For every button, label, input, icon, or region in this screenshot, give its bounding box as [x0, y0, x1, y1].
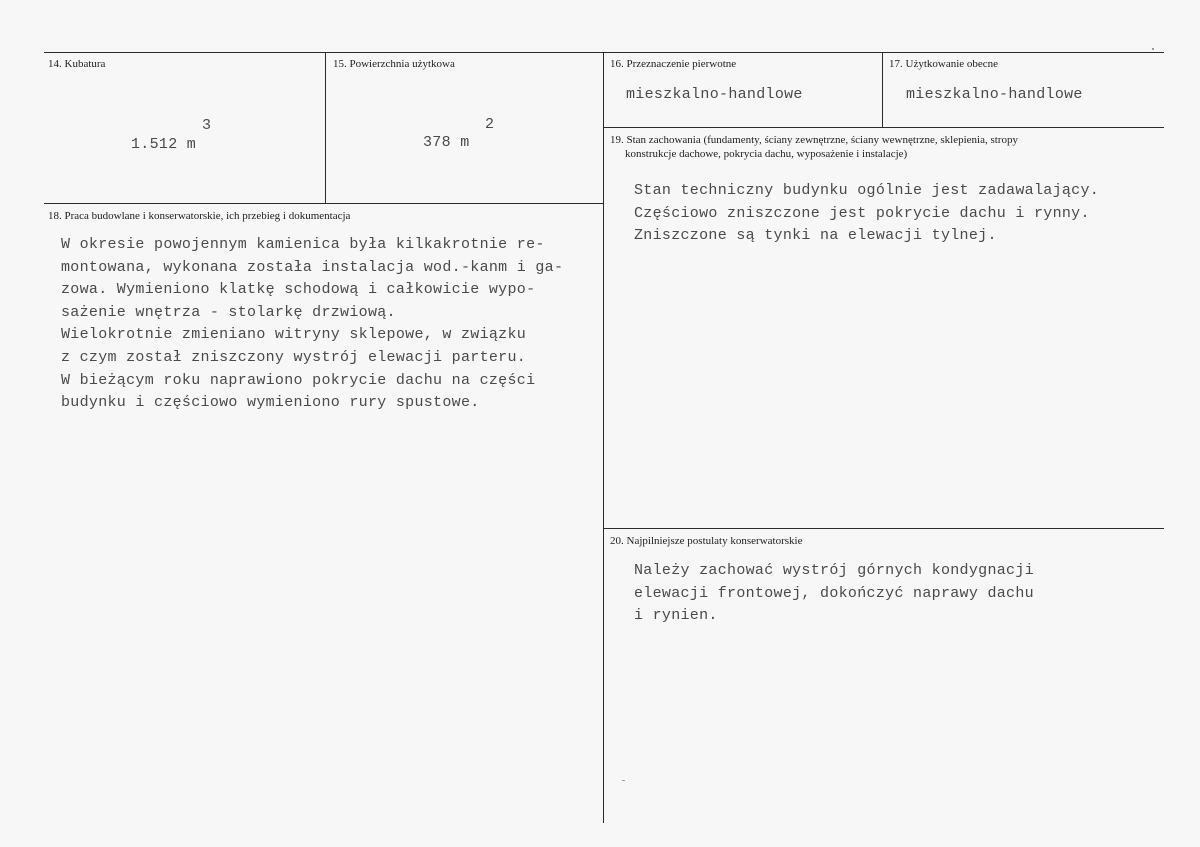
prace-line: W okresie powojennym kamienica była kilkakrotnie re-	[61, 236, 545, 253]
header-divider-right	[603, 127, 1164, 128]
field-label-stan-line-1: 19. Stan zachowania (fundamenty, ściany zewnętrzne, ściany wewnętrzne, sklepienia, stropy	[610, 134, 1018, 146]
powierzchnia-exponent: 2	[485, 116, 495, 133]
field-label-uzytkowanie: 17. Użytkowanie obecne	[889, 58, 999, 70]
paper-speck	[1152, 48, 1154, 50]
field-label-postulaty: 20. Najpilniejsze postulaty konserwatorskie	[610, 535, 803, 547]
field-value-kubatura: 1.512 m	[131, 136, 197, 153]
field-value-powierzchnia: 378 m	[423, 134, 470, 151]
prace-line: zowa. Wymieniono klatkę schodową i całkowicie wypo-	[61, 281, 536, 299]
field-value-prace	[61, 234, 563, 415]
field-value-przeznaczenie: mieszkalno-handlowe	[626, 86, 803, 103]
prace-line: montowana, wykonana została instalacja wod.-kanm i ga-	[61, 258, 564, 276]
stan-line: Częściowo zniszczone jest pokrycie dachu i rynny.	[634, 204, 1090, 222]
stan-line: Zniszczone są tynki na elewacji tylnej.	[634, 227, 997, 245]
field-value-postulaty	[634, 560, 1034, 628]
field-label-kubatura: 14. Kubatura	[48, 58, 106, 70]
stan-line: Stan techniczny budynku ogólnie jest zadawalający.	[634, 182, 1100, 199]
section-18-top-border	[44, 203, 603, 204]
prace-line: Wielokrotnie zmieniano witryny sklepowe, w związku	[61, 326, 527, 344]
field-label-stan-line-2: konstrukcje dachowe, pokrycia dachu, wyposażenie i instalacje)	[625, 148, 908, 160]
field-label-powierzchnia: 15. Powierzchnia użytkowa	[333, 58, 455, 70]
prace-line: budynku i częściowo wymieniono rury spustowe.	[61, 394, 480, 412]
kubatura-exponent: 3	[202, 117, 212, 134]
postulaty-line: Należy zachować wystrój górnych kondygnacji	[634, 562, 1034, 579]
field-value-stan	[634, 180, 1099, 248]
field-label-przeznaczenie: 16. Przeznaczenie pierwotne	[610, 58, 737, 70]
postulaty-line: elewacji frontowej, dokończyć naprawy dachu	[634, 584, 1034, 602]
divider-main	[603, 52, 604, 823]
top-border	[44, 52, 1164, 53]
postulaty-line: i rynien.	[634, 607, 718, 625]
section-20-top-border	[603, 528, 1164, 529]
prace-line: z czym został zniszczony wystrój elewacji parteru.	[61, 348, 527, 366]
field-label-prace: 18. Praca budowlane i konserwatorskie, ich przebieg i dokumentacja	[48, 210, 351, 222]
divider-16-17	[882, 52, 883, 127]
field-value-uzytkowanie: mieszkalno-handlowe	[906, 86, 1083, 103]
divider-14-15	[325, 52, 326, 203]
prace-line: W bieżącym roku naprawiono pokrycie dachu na części	[61, 371, 536, 389]
prace-line: sażenie wnętrza - stolarkę drzwiową.	[61, 303, 396, 321]
paper-speck	[622, 780, 625, 781]
